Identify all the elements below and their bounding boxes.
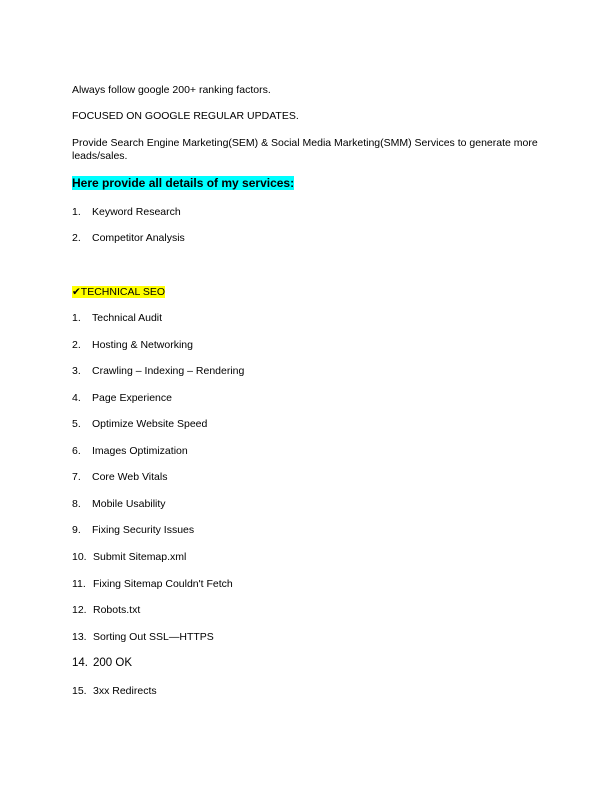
list-item-number: 7. bbox=[72, 471, 81, 483]
list-item-number: 9. bbox=[72, 524, 81, 536]
services-heading-text: Here provide all details of my services: bbox=[72, 176, 295, 190]
paragraph-sem-smm: Provide Search Engine Marketing(SEM) & Social Media Marketing(SMM) Services to generate more leads/sales. bbox=[72, 137, 538, 162]
list-item bbox=[72, 631, 214, 644]
list-item-number: 12. bbox=[72, 604, 87, 616]
list-item-label: Core Web Vitals bbox=[92, 471, 168, 483]
list-item bbox=[72, 339, 193, 352]
list-item-number: 15. bbox=[72, 685, 87, 697]
list-item-label: Optimize Website Speed bbox=[92, 418, 208, 430]
list-item-number: 11. bbox=[72, 578, 86, 590]
list-item-number: 13. bbox=[72, 631, 87, 643]
paragraph-google-updates: FOCUSED ON GOOGLE REGULAR UPDATES. bbox=[72, 110, 299, 122]
list-item bbox=[72, 365, 244, 378]
list-item bbox=[72, 312, 162, 325]
list-item bbox=[72, 524, 194, 537]
list-item bbox=[72, 418, 207, 431]
list-item-label: Technical Audit bbox=[92, 312, 163, 324]
list-item bbox=[72, 578, 233, 591]
list-item-label: Crawling – Indexing – Rendering bbox=[92, 365, 245, 377]
technical-heading bbox=[72, 286, 165, 299]
list-item-number: 6. bbox=[72, 445, 81, 457]
technical-heading-text: ✔TECHNICAL SEO bbox=[72, 286, 166, 298]
list-item-label: Hosting & Networking bbox=[92, 339, 193, 351]
list-item bbox=[72, 551, 186, 564]
list-item-label: Fixing Sitemap Couldn't Fetch bbox=[93, 578, 233, 590]
list-item-label: Competitor Analysis bbox=[92, 232, 185, 244]
list-item-number: 2. bbox=[72, 232, 81, 244]
list-item-label: Page Experience bbox=[92, 392, 172, 404]
list-item-number: 4. bbox=[72, 392, 81, 404]
list-item-number: 1. bbox=[72, 312, 81, 324]
list-item bbox=[72, 392, 172, 405]
list-item-number: 10. bbox=[72, 551, 87, 563]
list-item-number: 3. bbox=[72, 365, 81, 377]
list-item-number: 2. bbox=[72, 339, 81, 351]
list-item bbox=[72, 604, 140, 617]
list-item bbox=[72, 498, 166, 511]
services-heading bbox=[72, 177, 294, 191]
list-item bbox=[72, 445, 188, 458]
list-item-label: Sorting Out SSL—HTTPS bbox=[93, 631, 214, 643]
list-item-label: Keyword Research bbox=[92, 206, 181, 218]
list-item bbox=[72, 232, 185, 245]
list-item bbox=[72, 657, 132, 670]
list-item bbox=[72, 206, 181, 219]
list-item bbox=[72, 471, 167, 484]
list-item-label: Robots.txt bbox=[93, 604, 141, 616]
list-item-label: 200 OK bbox=[93, 657, 132, 669]
list-item-number: 1. bbox=[72, 206, 81, 218]
list-item-label: Fixing Security Issues bbox=[92, 524, 195, 536]
list-item-label: Images Optimization bbox=[92, 445, 188, 457]
list-item-number: 14. bbox=[72, 657, 88, 669]
list-item-number: 8. bbox=[72, 498, 81, 510]
list-item-label: Mobile Usability bbox=[92, 498, 166, 510]
list-item-number: 5. bbox=[72, 418, 81, 430]
list-item bbox=[72, 685, 157, 698]
list-item-label: Submit Sitemap.xml bbox=[93, 551, 187, 563]
list-item-label: 3xx Redirects bbox=[93, 685, 157, 697]
paragraph-ranking-factors: Always follow google 200+ ranking factors. bbox=[72, 84, 271, 96]
